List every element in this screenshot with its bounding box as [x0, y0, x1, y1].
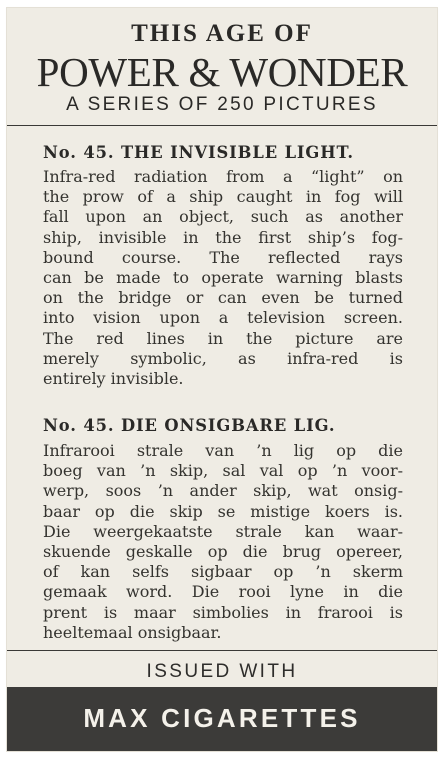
english-body — [43, 167, 403, 389]
afrikaans-heading: No. 45. DIE ONSIGBARE LIG. — [43, 416, 336, 435]
afrikaans-body-line: boeg van ’n skip, sal val op ’n voor- — [43, 461, 403, 481]
english-body-line: Infra-red radiation from a “light” on — [43, 167, 403, 186]
brand-banner — [7, 687, 437, 751]
cigarette-card — [7, 8, 437, 751]
afrikaans-body-line: baar op die skip se mistige koers is. — [43, 501, 403, 521]
english-body-line: bound course. The reflected rays — [43, 247, 403, 267]
brand-name: MAX CIGARETTES — [83, 703, 361, 733]
afrikaans-body-line: of kan selfs sigbaar op ’n skerm — [43, 562, 403, 582]
afrikaans-body — [43, 441, 403, 643]
english-body-line: can be made to operate warning blasts — [43, 267, 403, 287]
series-subtitle: A SERIES OF 250 PICTURES — [66, 94, 378, 115]
afrikaans-body-line: werp, soos ’n ander skip, wat onsig- — [43, 481, 403, 501]
afrikaans-body-line: Infrarooi strale van ’n lig op die — [43, 441, 403, 460]
english-body-line: The red lines in the picture are — [43, 328, 403, 348]
english-body-line: entirely invisible. — [43, 368, 184, 388]
afrikaans-body-line: gemaak word. Die rooi lyne in die — [43, 582, 403, 602]
english-body-line: merely symbolic, as infra-red is — [43, 348, 403, 368]
series-title-line1: THIS AGE OF — [131, 20, 313, 47]
afrikaans-body-line: prent is maar simbolies in frarooi is — [43, 602, 403, 622]
issued-with-label: ISSUED WITH — [146, 661, 298, 682]
english-body-line: on the bridge or can even be turned — [43, 288, 403, 308]
afrikaans-body-line: skuende geskalle op die brug opereer, — [43, 541, 403, 561]
bottom-divider — [7, 650, 437, 651]
english-body-line: into vision upon a television screen. — [43, 308, 403, 328]
series-title-line2: POWER & WONDER — [36, 49, 408, 95]
afrikaans-body-line: Die weergekaatste strale kan waar- — [43, 521, 403, 541]
english-heading: No. 45. THE INVISIBLE LIGHT. — [43, 143, 355, 162]
top-divider — [7, 125, 437, 126]
english-body-line: fall upon an object, such as another — [43, 207, 403, 227]
afrikaans-body-line: heeltemaal onsigbaar. — [43, 622, 222, 642]
english-body-line: ship, invisible in the first ship’s fog- — [43, 227, 403, 247]
english-body-line: the prow of a ship caught in fog will — [43, 187, 403, 207]
